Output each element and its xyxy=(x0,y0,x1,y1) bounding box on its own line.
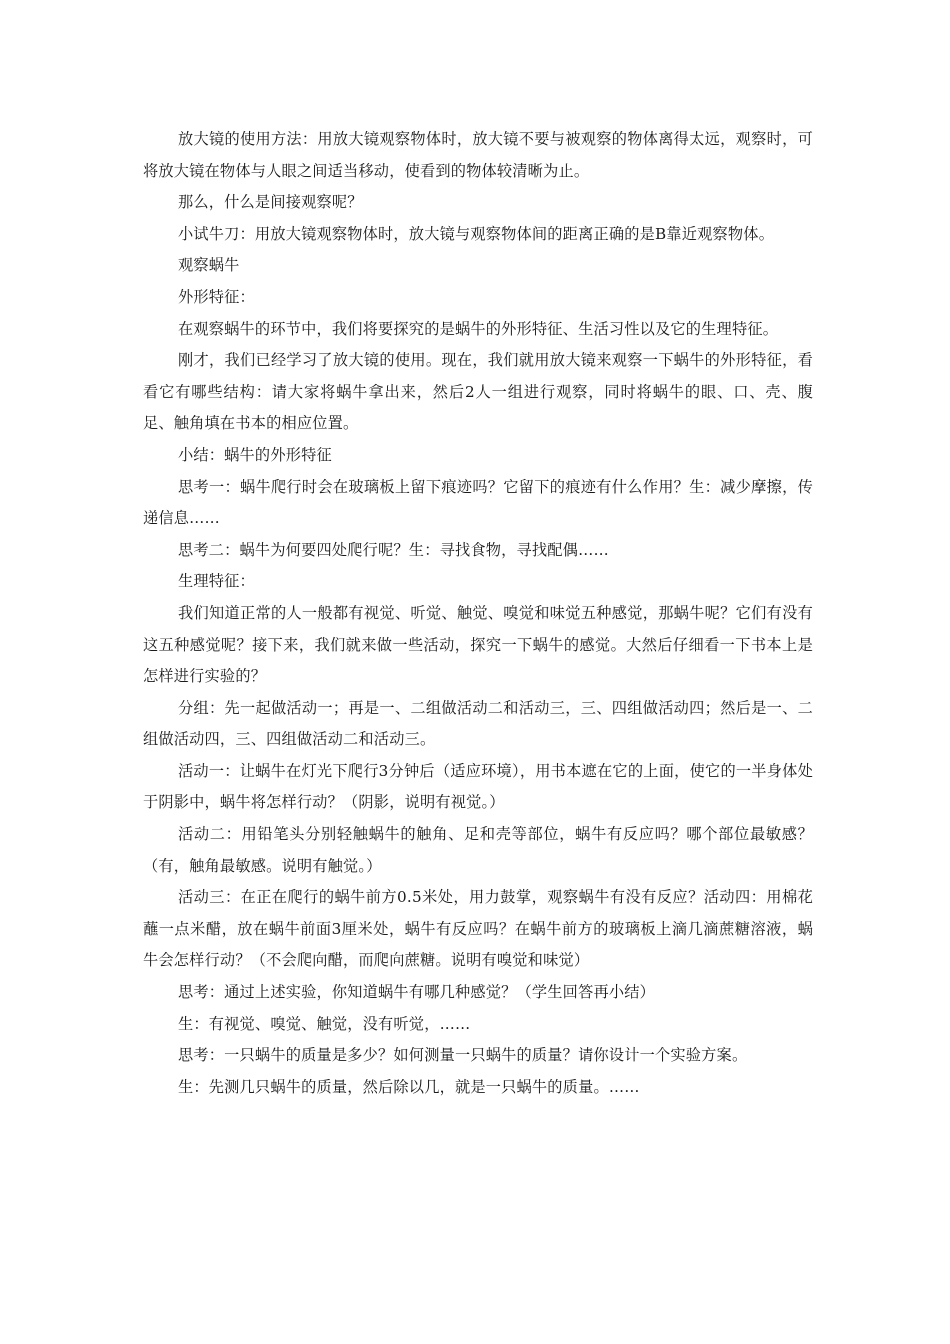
paragraph-senses-intro: 我们知道正常的人一般都有视觉、听觉、触觉、嗅觉和味觉五种感觉，那蜗牛呢？它们有没有这五种感觉呢？接下来，我们就来做一些活动，探究一下蜗牛的感觉。大然后仔细看一下书本上是怎样进行实验的？ xyxy=(143,603,813,686)
paragraph-activity-three-four: 活动三：在正在爬行的蜗牛前方0.5米处，用力鼓掌，观察蜗牛有没有反应？活动四：用棉花蘸一点米醋，放在蜗牛前面3厘米处，蜗牛有反应吗？在蜗牛前方的玻璃板上滴几滴蔗糖溶液，蜗牛会怎样行动？（不会爬向醋，而爬向蔗糖。说明有嗅觉和味觉） xyxy=(143,888,813,970)
paragraph-summary: 小结：蜗牛的外形特征 xyxy=(178,445,332,464)
paragraph-activity-one: 活动一：让蜗牛在灯光下爬行3分钟后（适应环境），用书本遮在它的上面，使它的一半身体处于阴影中，蜗牛将怎样行动？（阴影，说明有视觉。） xyxy=(143,761,813,812)
document-body xyxy=(143,124,813,1103)
paragraph-student-answer-senses: 生：有视觉、嗅觉、触觉，没有听觉，…… xyxy=(178,1014,471,1033)
paragraph-student-answer-mass: 生：先测几只蜗牛的质量，然后除以几，就是一只蜗牛的质量。…… xyxy=(178,1077,640,1096)
paragraph-think-one: 思考一：蜗牛爬行时会在玻璃板上留下痕迹吗？它留下的痕迹有什么作用？生：减少摩擦，传递信息…… xyxy=(143,477,813,528)
paragraph-activity-two: 活动二：用铅笔头分别轻触蜗牛的触角、足和壳等部位，蜗牛有反应吗？哪个部位最敏感？（有，触角最敏感。说明有触觉。） xyxy=(143,825,813,875)
paragraph-intro: 在观察蜗牛的环节中，我们将要探究的是蜗牛的外形特征、生活习性以及它的生理特征。 xyxy=(178,319,779,338)
paragraph-magnifier-observation: 刚才，我们已经学习了放大镜的使用。现在，我们就用放大镜来观察一下蜗牛的外形特征，看看它有哪些结构：请大家将蜗牛拿出来，然后2人一组进行观察，同时将蜗牛的眼、口、壳、腹足、触角填在书本的相应位置。 xyxy=(143,351,813,433)
subheading-physiological-features: 生理特征： xyxy=(178,572,255,591)
paragraph-think-two: 思考二：蜗牛为何要四处爬行呢？生：寻找食物，寻找配偶…… xyxy=(178,540,609,559)
paragraph-think-mass: 思考：一只蜗牛的质量是多少？如何测量一只蜗牛的质量？请你设计一个实验方案。 xyxy=(178,1046,748,1065)
paragraph-grouping: 分组：先一起做活动一；再是一、二组做活动二和活动三，三、四组做活动四；然后是一、二组做活动四，三、四组做活动二和活动三。 xyxy=(143,698,813,749)
paragraph-think-senses: 思考：通过上述实验，你知道蜗牛有哪几种感觉？（学生回答再小结） xyxy=(178,983,656,1002)
paragraph-quiz: 小试牛刀：用放大镜观察物体时，放大镜与观察物体间的距离正确的是B靠近观察物体。 xyxy=(178,224,775,243)
section-heading-observe-snail: 观察蜗牛 xyxy=(178,256,240,275)
paragraph-magnifier-usage: 放大镜的使用方法：用放大镜观察物体时，放大镜不要与被观察的物体离得太远，观察时，可将放大镜在物体与人眼之间适当移动，使看到的物体较清晰为止。 xyxy=(143,130,813,180)
paragraph-indirect-observation: 那么，什么是间接观察呢？ xyxy=(178,193,363,212)
subheading-external-features: 外形特征： xyxy=(178,287,255,306)
